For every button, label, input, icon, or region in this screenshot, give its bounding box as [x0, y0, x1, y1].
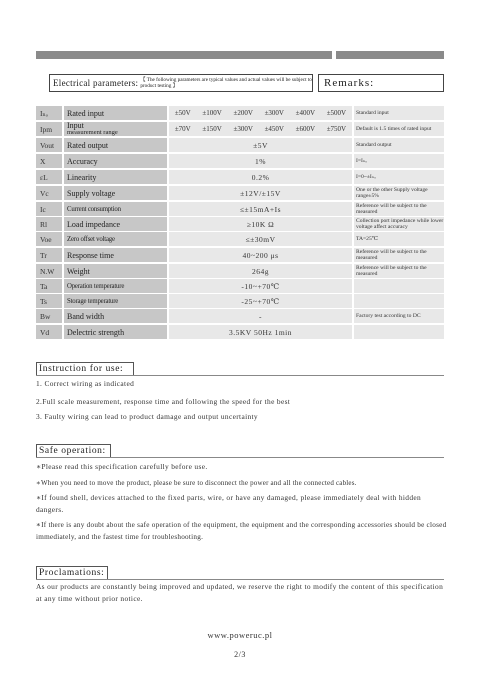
safe-item: ∗If there is any doubt about the safe operation of the equipment, the equipment and the corresponding accessories should be closed immediately, and the fastest time for troubleshooting.	[36, 521, 447, 541]
proclamations-text: As our products are constantly being improved and updated, we reserve the right to modify the content of this specification at any time without prior notice.	[36, 582, 444, 603]
spec-remark: Collection port impedance while lower voltage affect accuracy	[356, 218, 444, 230]
spec-symbol: Vd	[36, 325, 62, 339]
spec-remark: One or the other Supply voltage range±5%	[354, 186, 444, 200]
spec-symbol: Ipm	[36, 122, 62, 136]
spec-symbol: X	[36, 154, 62, 168]
spec-value: ≤±30mV	[169, 232, 352, 246]
safe-divider	[36, 457, 444, 458]
spec-name: Accuracy	[64, 154, 167, 168]
spec-value-option: ±500V	[326, 109, 347, 117]
spec-remark	[354, 294, 444, 308]
safe-item: ∗Please read this specification carefully before use.	[36, 462, 208, 471]
proclamations-divider	[36, 579, 444, 580]
spec-symbol: Ta	[36, 279, 62, 293]
spec-name: Current consumption	[64, 202, 167, 216]
spec-name: Load impedance	[64, 217, 167, 231]
spec-name: Operation temperature	[64, 279, 167, 293]
spec-value-option: ±750V	[326, 125, 347, 133]
spec-name: Supply voltage	[64, 186, 167, 200]
spec-remark	[354, 325, 444, 339]
spec-row	[36, 138, 444, 152]
spec-symbol: Iₙₒ	[36, 106, 62, 120]
safe-item: ∗If found shell, devices attached to the fixed parts, wire, or have any damaged, please immediately deal with hidden dangers.	[36, 493, 422, 514]
spec-row	[36, 186, 444, 200]
spec-value-option: ±100V	[202, 109, 222, 117]
spec-remark: Standard output	[354, 138, 444, 152]
page-number: 2/3	[234, 650, 246, 659]
spec-remark: TA=25℃	[354, 232, 444, 246]
spec-name-line2: measurement range	[67, 129, 118, 136]
spec-value: -10~+70℃	[169, 279, 352, 293]
spec-remark: I=0~±Iₙₒ	[354, 170, 444, 184]
spec-remark: Reference will be subject to the measured	[354, 202, 444, 216]
header-bar-right	[336, 51, 444, 59]
remarks-header: Remarks:	[318, 74, 444, 92]
spec-symbol: εL	[36, 170, 62, 184]
spec-value-option: ±300V	[264, 109, 284, 117]
instruction-item: 3. Faulty wiring can lead to product damage and output uncertainty	[36, 412, 258, 421]
spec-value: 3.5KV 50Hz 1min	[169, 325, 352, 339]
spec-row	[36, 154, 444, 168]
footer-url: www.poweruc.pl	[207, 630, 273, 640]
electrical-parameters-title: Electrical parameters:	[53, 78, 139, 88]
spec-value-option: ±50V	[174, 109, 191, 117]
instruction-divider	[36, 375, 444, 376]
spec-remark	[354, 279, 444, 293]
spec-symbol: N.W	[36, 264, 62, 278]
spec-name: Band width	[64, 309, 167, 323]
header-bar-left	[36, 51, 332, 59]
spec-name	[64, 122, 167, 136]
spec-row	[36, 106, 444, 120]
spec-value: ≥10K Ω	[169, 217, 352, 231]
spec-value-option: ±200V	[233, 109, 253, 117]
spec-row	[36, 217, 444, 231]
electrical-parameters-header	[49, 74, 313, 92]
spec-name: Rated input	[64, 106, 167, 120]
spec-value: ±5V	[169, 138, 352, 152]
safe-operation-title: Safe operation:	[36, 444, 111, 458]
spec-value: 0.2%	[169, 170, 352, 184]
spec-remark: Reference will be subject to the measured	[354, 264, 444, 278]
spec-symbol: Bw	[36, 309, 62, 323]
spec-row	[36, 325, 444, 339]
spec-value-option: ±450V	[264, 125, 284, 133]
spec-name: Delectric strength	[64, 325, 167, 339]
spec-symbol: Ic	[36, 202, 62, 216]
spec-remark: Standard input	[354, 106, 444, 120]
spec-remark: Factory test according to DC	[354, 309, 444, 323]
spec-value: -25~+70℃	[169, 294, 352, 308]
safe-item: ∗When you need to move the product, please be sure to disconnect the power and all the connected cables.	[36, 479, 357, 487]
spec-value	[169, 106, 352, 120]
spec-remark: Reference will be subject to the measured	[354, 248, 444, 262]
spec-value: ≤±15mA+Is	[169, 202, 352, 216]
spec-value-option: ±400V	[295, 109, 316, 117]
spec-name: Response time	[64, 248, 167, 262]
spec-symbol: Rl	[36, 217, 62, 231]
instruction-title: Instruction for use:	[36, 362, 134, 376]
spec-name: Zero offset voltage	[64, 232, 167, 246]
spec-value: 40~200 μs	[169, 248, 352, 262]
spec-name: Storage temperature	[64, 294, 167, 308]
spec-value: ±12V/±15V	[169, 186, 352, 200]
spec-symbol: Vout	[36, 138, 62, 152]
proclamations-title: Proclamations:	[36, 566, 108, 580]
electrical-parameters-note: 【 The following parameters are typical values and actual values will be subject to product testing 】	[140, 77, 312, 89]
spec-value-option: ±300V	[233, 125, 253, 133]
spec-row	[36, 122, 444, 136]
spec-name: Rated output	[64, 138, 167, 152]
spec-row	[36, 279, 444, 293]
spec-row	[36, 309, 444, 323]
spec-symbol: Tr	[36, 248, 62, 262]
spec-symbol: Ts	[36, 294, 62, 308]
spec-row	[36, 264, 444, 278]
instruction-item: 1. Correct wiring as indicated	[36, 379, 135, 388]
spec-row	[36, 294, 444, 308]
spec-value-option: ±150V	[202, 125, 222, 133]
spec-row	[36, 170, 444, 184]
spec-value-option: ±70V	[174, 125, 191, 133]
spec-remark: Default is 1.5 times of rated input	[354, 122, 444, 136]
spec-name-line1: Input	[67, 122, 84, 130]
spec-row	[36, 202, 444, 216]
spec-value: 1%	[169, 154, 352, 168]
spec-row	[36, 248, 444, 262]
spec-value-option: ±600V	[295, 125, 316, 133]
spec-value: 264g	[169, 264, 352, 278]
spec-name: Linearity	[64, 170, 167, 184]
spec-remark: I=Iₙₒ	[354, 154, 444, 168]
spec-symbol: Vc	[36, 186, 62, 200]
spec-name: Weight	[64, 264, 167, 278]
spec-symbol: Voe	[36, 232, 62, 246]
spec-row	[36, 232, 444, 246]
instruction-item: 2.Full scale measurement, response time and following the speed for the best	[36, 397, 291, 406]
spec-value: -	[169, 309, 352, 323]
spec-value	[169, 122, 352, 136]
